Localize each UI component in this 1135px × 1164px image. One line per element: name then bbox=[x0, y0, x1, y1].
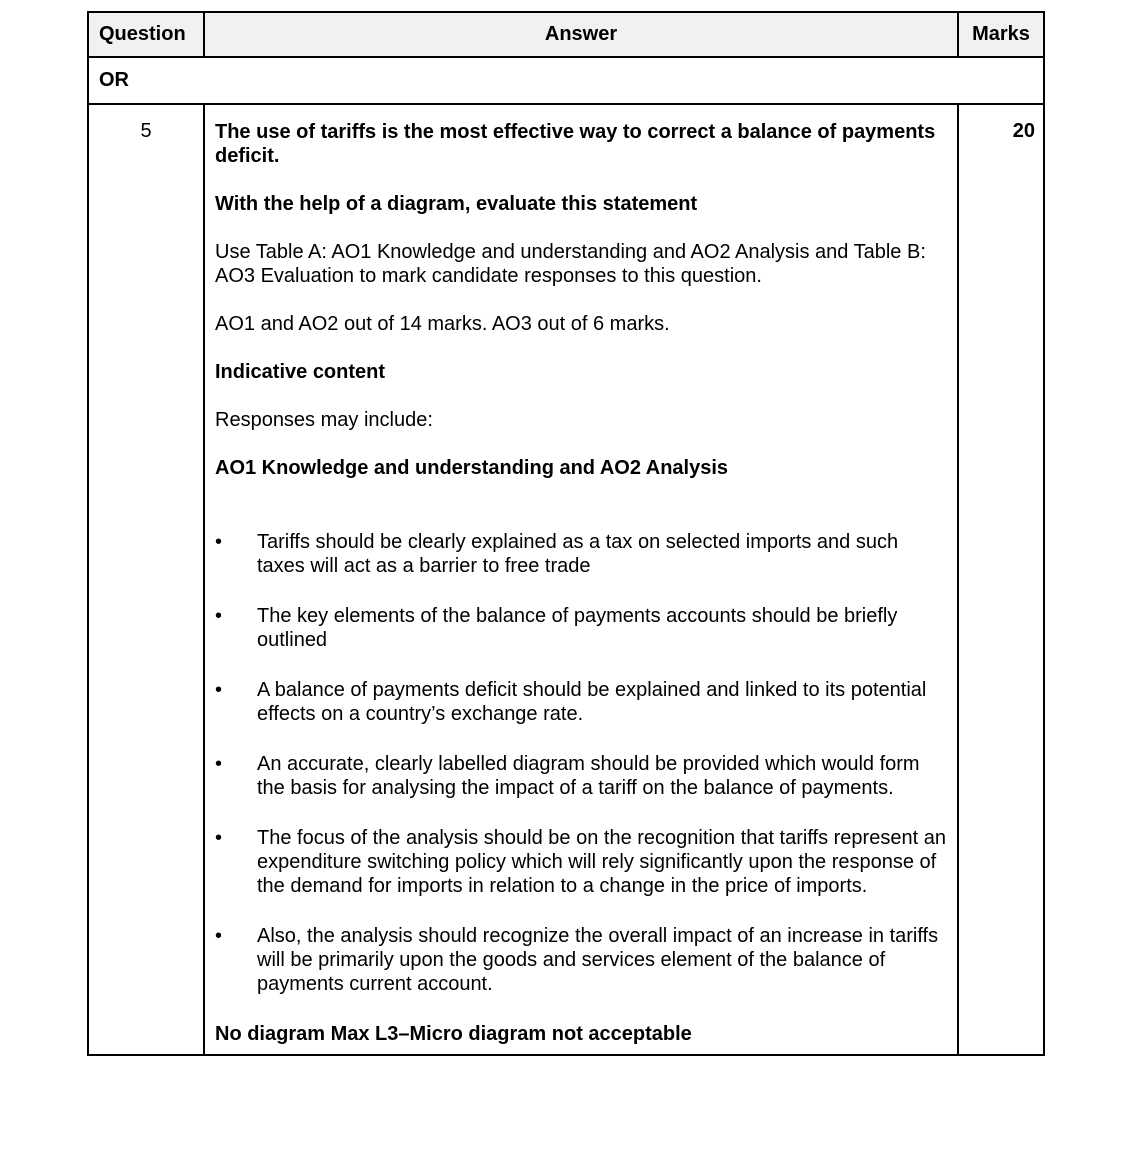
bullet-icon: • bbox=[215, 605, 223, 627]
bullet-icon: • bbox=[215, 827, 223, 849]
bullet-item: • A balance of payments deficit should be explained and linked to its potential effects on a country’s exchange rate. bbox=[215, 679, 927, 725]
marks-split: AO1 and AO2 out of 14 marks. AO3 out of 6 marks. bbox=[215, 313, 670, 335]
responses-intro: Responses may include: bbox=[215, 409, 433, 431]
question-row bbox=[88, 104, 1044, 1055]
question-instruction: With the help of a diagram, evaluate this statement bbox=[215, 193, 698, 215]
bullet-item: • An accurate, clearly labelled diagram should be provided which would form the basis for analysing the impact of a tariff on the balance of payments. bbox=[215, 753, 920, 799]
bullet-icon: • bbox=[215, 531, 223, 553]
bullet-item: • Tariffs should be clearly explained as a tax on selected imports and such taxes will act as a barrier to free trade bbox=[215, 531, 899, 577]
bullet-icon: • bbox=[215, 679, 223, 701]
marks-value: 20 bbox=[958, 104, 1044, 1055]
ao-heading: AO1 Knowledge and understanding and AO2 Analysis bbox=[215, 457, 729, 479]
indicative-heading: Indicative content bbox=[215, 361, 386, 383]
answer-cell bbox=[204, 104, 958, 1055]
or-label: OR bbox=[88, 57, 1044, 104]
bullet-item: • Also, the analysis should recognize the overall impact of an increase in tariffs will be primarily upon the goods and services element of the balance of payments current account. bbox=[215, 925, 939, 995]
footer-note: No diagram Max L3–Micro diagram not acceptable bbox=[215, 1023, 692, 1045]
bullet-icon: • bbox=[215, 925, 223, 947]
or-row bbox=[88, 57, 1044, 104]
indicative-bullets bbox=[215, 530, 947, 996]
header-question: Question bbox=[88, 12, 204, 57]
bullet-icon: • bbox=[215, 753, 223, 775]
mark-scheme-table bbox=[87, 11, 1045, 1056]
bullet-item: • The focus of the analysis should be on the recognition that tariffs represent an expenditure switching policy which will rely significantly upon the response of the demand for imports in relation to a change in the price of imports. bbox=[215, 827, 946, 897]
tables-note: Use Table A: AO1 Knowledge and understanding and AO2 Analysis and Table B: AO3 Evaluation to mark candidate responses to this question. bbox=[215, 241, 926, 287]
header-answer: Answer bbox=[204, 12, 958, 57]
bullet-item: • The key elements of the balance of payments accounts should be briefly outlined bbox=[215, 605, 898, 651]
question-number: 5 bbox=[88, 104, 204, 1055]
question-statement: The use of tariffs is the most effective way to correct a balance of payments deficit. bbox=[215, 121, 936, 167]
header-row bbox=[88, 12, 1044, 57]
header-marks: Marks bbox=[958, 12, 1044, 57]
